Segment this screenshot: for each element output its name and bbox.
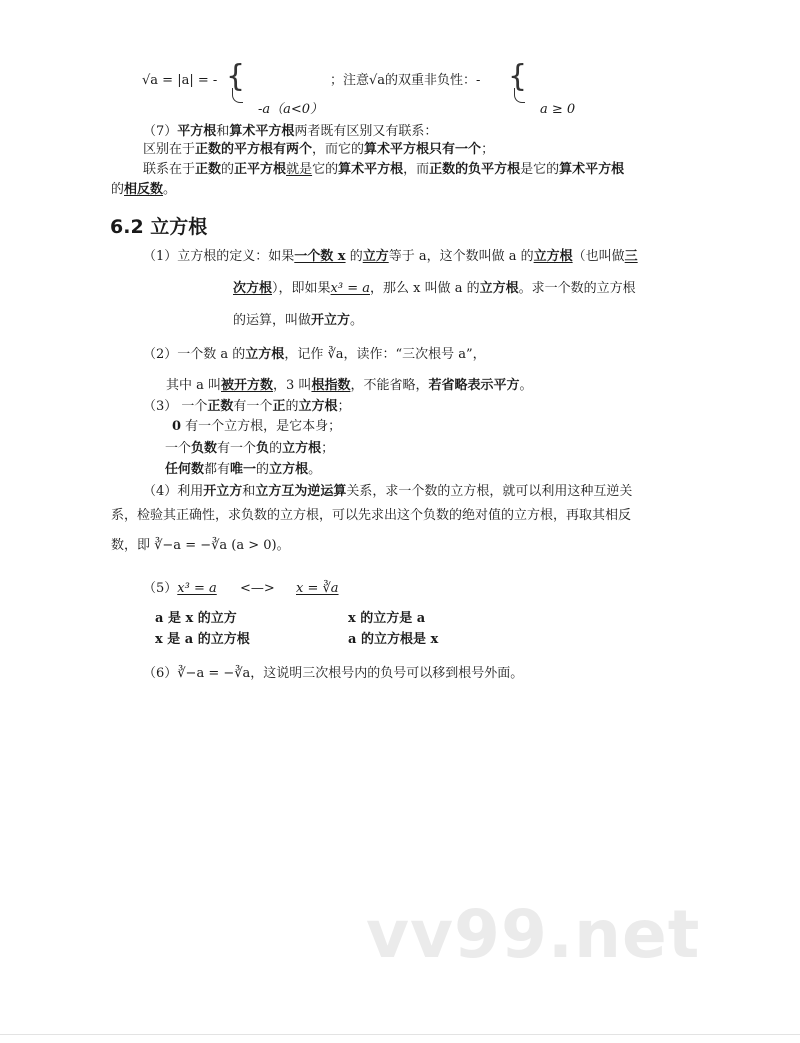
- text: （3） 一个: [143, 399, 208, 414]
- text: 其中 a 叫: [166, 378, 222, 393]
- text: ，而它的: [312, 142, 365, 157]
- text: 有一个立方根，是它本身；: [181, 419, 342, 434]
- emphasis: 根指数: [311, 378, 351, 393]
- text: 两者既有区别又有联系：: [294, 124, 438, 139]
- emphasis: 立方: [362, 249, 389, 264]
- text: ，那么 x 叫做 a 的: [369, 281, 480, 296]
- text: 关系，求一个数的立方根，就可以利用这种互逆关: [346, 484, 633, 499]
- text: 。求一个数的立方根: [518, 281, 636, 296]
- text: 的: [111, 182, 125, 197]
- emphasis: 立方根: [282, 441, 322, 456]
- left-brace: {: [226, 59, 246, 94]
- emphasis: 正数: [195, 162, 222, 177]
- item5-formula-line: [143, 580, 217, 598]
- item5-row2-right: a 的立方根是 x: [348, 632, 439, 647]
- text: （也叫做: [572, 249, 625, 264]
- item6-line: （6）∛−a = −∛a，这说明三次根号内的负号可以移到根号外面。: [143, 666, 524, 681]
- emphasis: 开立方: [203, 484, 243, 499]
- text: ，不能省略，: [350, 378, 429, 393]
- text: 一个: [165, 441, 192, 456]
- text: 的: [269, 441, 283, 456]
- text: （1）立方根的定义：如果: [143, 249, 295, 264]
- text: 和: [242, 484, 256, 499]
- emphasis: 正数的负平方根: [429, 162, 521, 177]
- text: （5）: [143, 581, 178, 596]
- emphasis: 立方互为逆运算: [255, 484, 347, 499]
- item7-line3: [143, 161, 624, 179]
- emphasis: 正数: [207, 399, 234, 414]
- term-square-root: 平方根: [177, 124, 217, 139]
- emphasis: 相反数: [124, 182, 164, 197]
- emphasis: 任何数: [165, 462, 205, 477]
- text: 是它的: [520, 162, 560, 177]
- emphasis: 一个数 x: [294, 249, 346, 264]
- text: 的运算，叫做: [233, 313, 312, 328]
- text: ，而: [403, 162, 430, 177]
- item3-line1: [143, 398, 351, 416]
- emphasis: 开立方: [311, 313, 351, 328]
- text: ；: [337, 399, 351, 414]
- text: 有一个: [233, 399, 273, 414]
- text: ），即如果: [272, 281, 331, 296]
- emphasis: 立方根: [479, 281, 519, 296]
- emphasis: 三: [624, 249, 638, 264]
- text: ，3 叫: [273, 378, 312, 393]
- watermark-logo: vv99.net: [366, 896, 701, 973]
- text: 区别在于: [143, 142, 196, 157]
- text: 的: [285, 399, 299, 414]
- text: 。: [350, 313, 364, 328]
- item4-line2: 系，检验其正确性，求负数的立方根，可以先求出这个负数的绝对值的立方根，再取其相反: [111, 508, 632, 523]
- emphasis: 负数: [191, 441, 218, 456]
- text: 联系在于: [143, 162, 196, 177]
- emphasis: 立方根: [245, 347, 285, 362]
- text: 有一个: [217, 441, 257, 456]
- emphasis: 0: [172, 419, 182, 434]
- item2-line1: [143, 346, 486, 364]
- item7-line1: [143, 123, 437, 141]
- text: （4）利用: [143, 484, 204, 499]
- brace-hook: [232, 88, 243, 103]
- nonnegativity-note: ；注意√a的双重非负性：-: [330, 73, 481, 88]
- sqrt-definition: √a = |a| = -: [142, 73, 218, 88]
- text: 。: [163, 182, 177, 197]
- item7-label: （7）: [143, 124, 178, 139]
- item1-line3: [233, 312, 363, 330]
- text: 它的: [312, 162, 339, 177]
- text: 。: [519, 378, 533, 393]
- emphasis: 立方根: [298, 399, 338, 414]
- emphasis: 算术平方根只有一个: [364, 142, 482, 157]
- emphasis: 正: [272, 399, 286, 414]
- emphasis: 立方根: [269, 462, 309, 477]
- formula: x³ = a: [177, 581, 217, 596]
- item1-line1: [143, 248, 638, 266]
- item1-line2: [233, 280, 636, 298]
- item5-row2-left: x 是 a 的立方根: [155, 632, 250, 647]
- text: ；: [321, 441, 335, 456]
- condition-a-nonnegative: a ≥ 0: [540, 102, 576, 117]
- item4-line1: [143, 483, 632, 501]
- text: 等于 a，这个数叫做 a 的: [388, 249, 534, 264]
- emphasis: 算术平方根: [559, 162, 625, 177]
- text: （2）一个数 a 的: [143, 347, 246, 362]
- text: 和: [216, 124, 230, 139]
- item3-line3: [165, 440, 334, 458]
- emphasis: 正数的平方根有两个: [195, 142, 313, 157]
- page-bottom-rule: [0, 1034, 800, 1035]
- emphasis: 次方根: [233, 281, 273, 296]
- negative-branch: -a（a<0）: [258, 102, 324, 117]
- right-brace: {: [508, 59, 528, 94]
- text: 的: [256, 462, 270, 477]
- emphasis: 立方根: [533, 249, 573, 264]
- item3-line2: [172, 418, 341, 436]
- brace-hook-2: [514, 88, 525, 103]
- underlined: 就是: [286, 162, 313, 177]
- emphasis: 正平方根: [234, 162, 287, 177]
- text: 的: [221, 162, 235, 177]
- item5-row1-left: a 是 x 的立方: [155, 611, 237, 626]
- item7-line4: [111, 181, 176, 199]
- section-title: 6.2 立方根: [110, 216, 208, 238]
- item4-line3: 数，即 ∛−a = −∛a (a > 0)。: [111, 538, 290, 553]
- emphasis: 若省略表示平方: [428, 378, 520, 393]
- text: ；: [481, 142, 495, 157]
- item3-line4: [165, 461, 321, 479]
- item5-cube-root-formula: x = ∛a: [296, 581, 339, 596]
- item5-row1-right: x 的立方是 a: [348, 611, 426, 626]
- item2-line2: [166, 377, 533, 395]
- formula: x³ = a: [330, 281, 370, 296]
- term-arith-square-root: 算术平方根: [229, 124, 295, 139]
- text: 都有: [204, 462, 231, 477]
- emphasis: 唯一: [230, 462, 257, 477]
- equivalence-arrow: <—>: [240, 581, 275, 596]
- emphasis: 算术平方根: [338, 162, 404, 177]
- text: 。: [308, 462, 322, 477]
- text: 的: [345, 249, 363, 264]
- item7-line2: [143, 141, 494, 159]
- emphasis: 被开方数: [221, 378, 274, 393]
- text: ，记作 ∛a，读作：“三次根号 a”，: [284, 347, 486, 362]
- emphasis: 负: [256, 441, 270, 456]
